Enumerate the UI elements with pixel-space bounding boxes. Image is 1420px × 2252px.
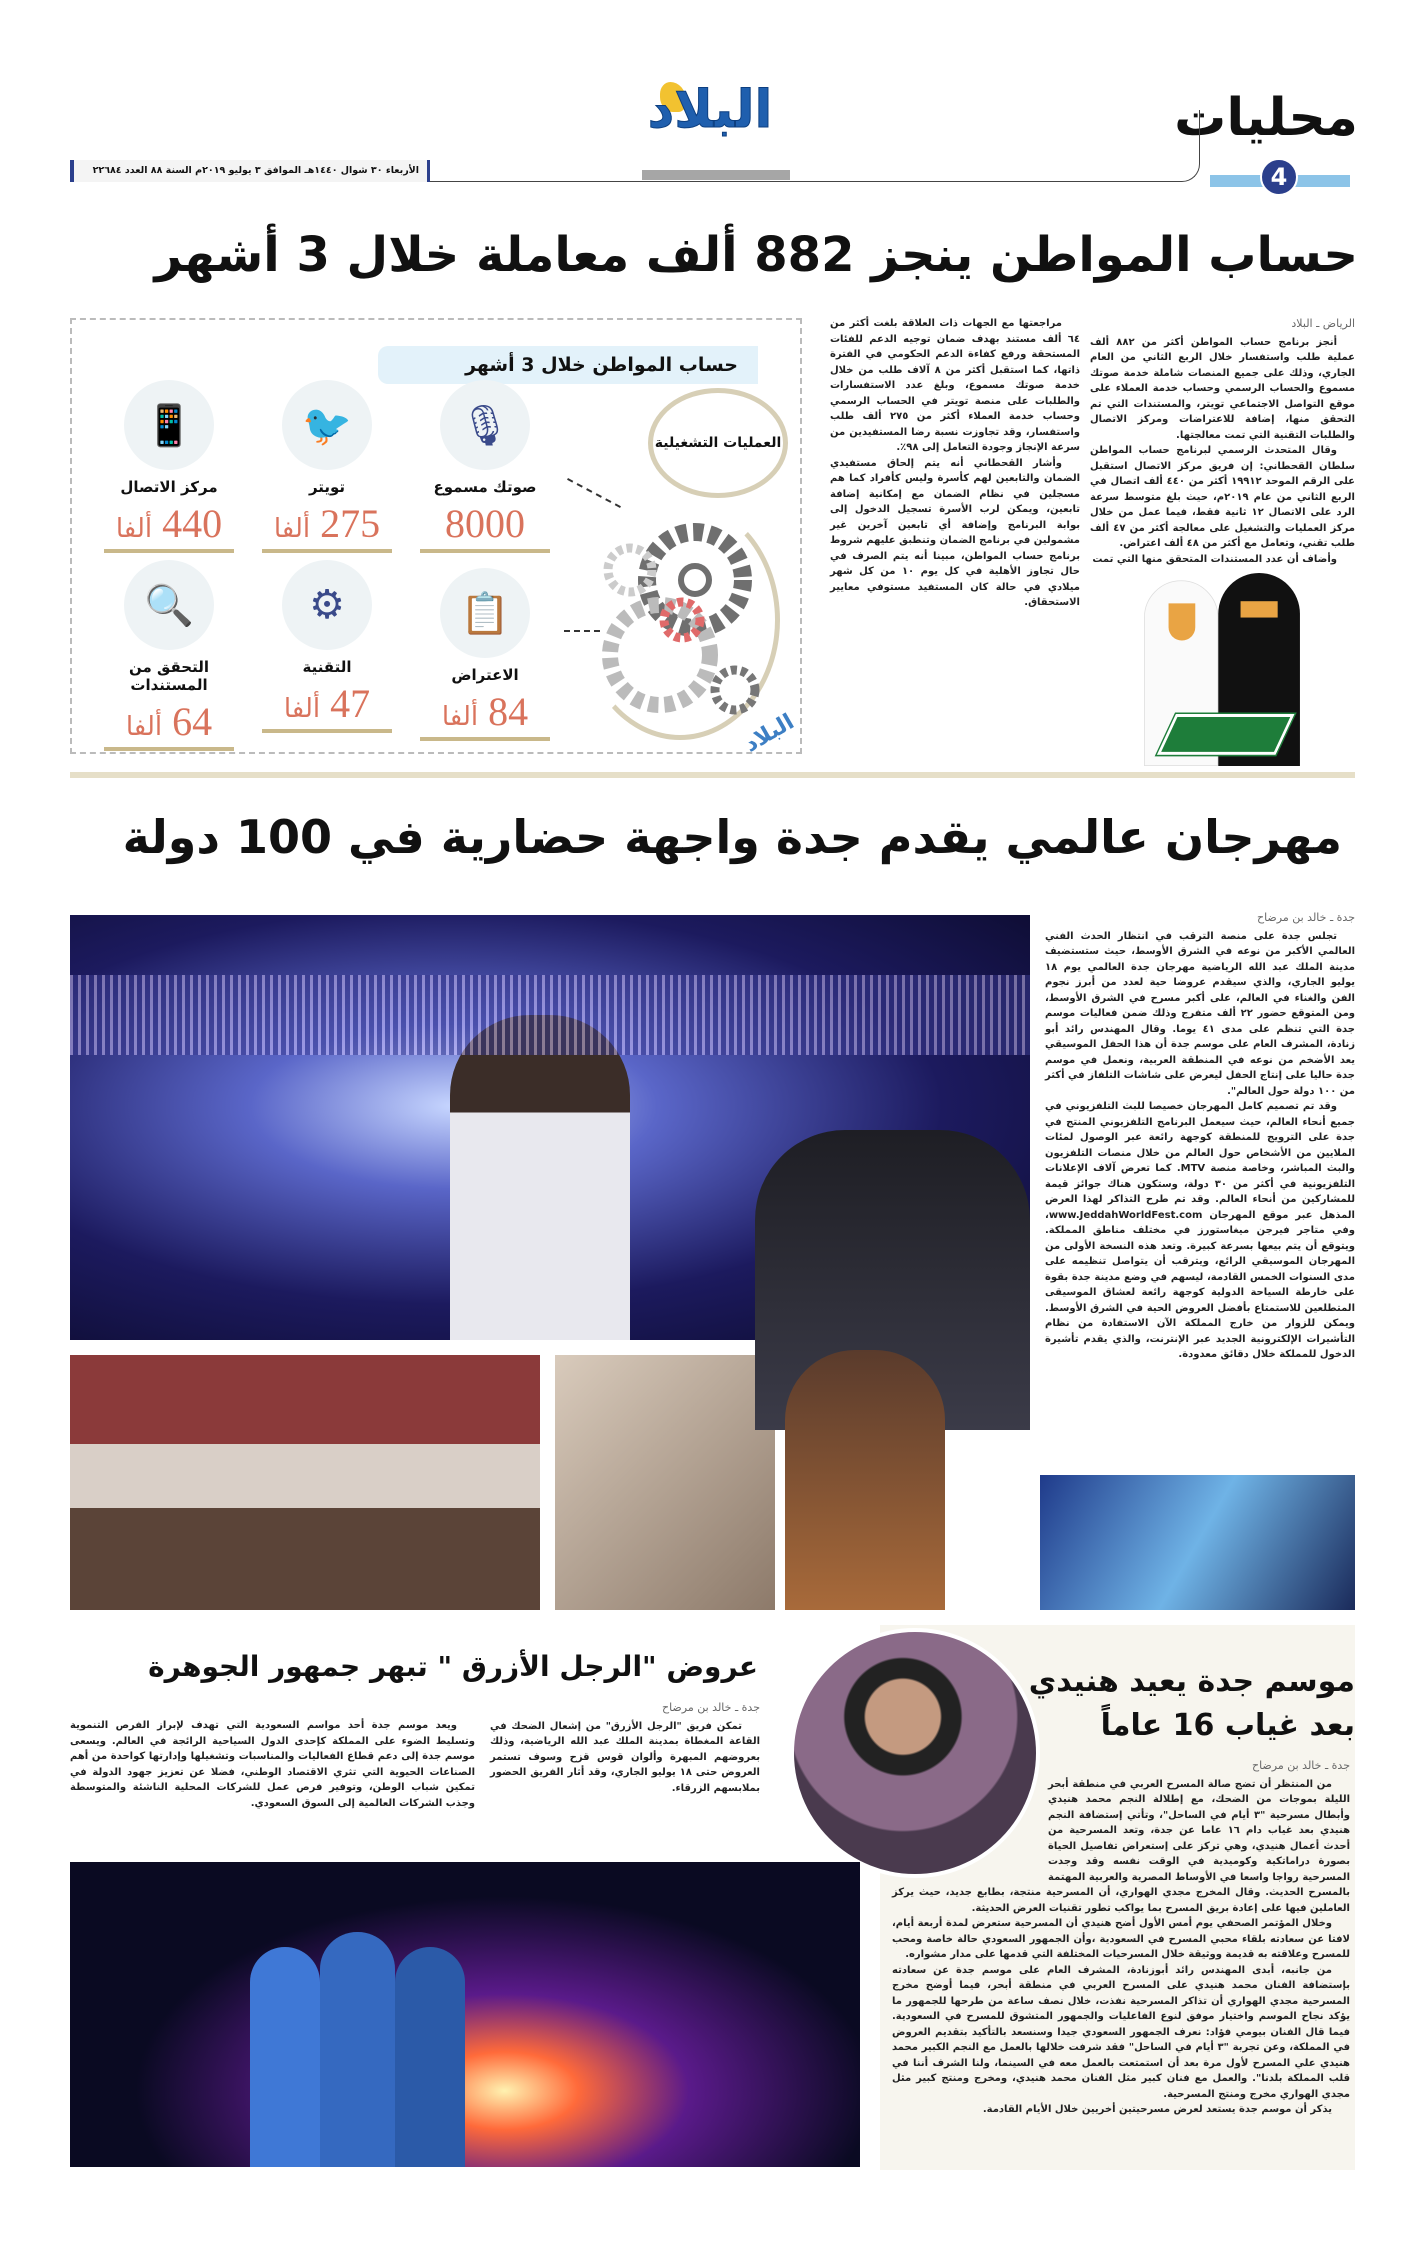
article3-col-left [70, 1718, 475, 1811]
paragraph: من المنتظر أن تضج صالة المسرح العربي في منطقة أبحر الليلة بموجات من الضحك، مع إطلالة النجم محمد هنيدي وأبطال مسرحية "٣ أيام في الساحل"، وتأتي إستضافة النجم هنيدي بعد غياب دام ١٦ عاما عن جدة، وتعد المسرحية من أحدث أعمال هنيدي، وهي تركز على إستعراض تفاصيل الحياة بصورة دراماتكية وكوميدية في الوقت نفسه وقد وجدت المسرحية رواجا واسعا في الأوساط المصرية والعربية المهتمة بالمسرح الحديث. وقال المخرج مجدي الهواري، أن المسرحية منتجة، بطابع جديد، حيث يركز العاملين فيها على إعادة بريق المسرح بما يواكب تطور تقنيات العرض الحديثة. [892, 1778, 1351, 1914]
stat-label: تويتر [308, 478, 346, 496]
stat-label: مركز الاتصال [120, 478, 218, 496]
stat-value: 47 ألفا [262, 680, 392, 733]
infographic [70, 318, 802, 758]
infographic-logo: البلاد [740, 709, 799, 758]
gears-illustration-icon [600, 520, 760, 720]
headline-line: موسم جدة يعيد هنيدي [1028, 1664, 1355, 1699]
infographic-title-text: حساب المواطن خلال 3 أشهر [465, 354, 738, 376]
article3-col-right [490, 1700, 760, 1796]
section-title: محليات [1174, 88, 1358, 148]
stat-value: 275 ألفا [262, 500, 392, 553]
pointer-line-bottom [564, 630, 600, 632]
pointer-line-top [567, 478, 621, 508]
stat-technical [252, 560, 402, 733]
section-divider [70, 772, 1355, 778]
document-icon: 📋 [440, 568, 530, 658]
stat-documents [94, 560, 244, 751]
gears-icon: ⚙ [282, 560, 372, 650]
article2-headline: مهرجان عالمي يقدم جدة واجهة حضارية في 100 دولة [122, 810, 1342, 864]
stage-speakers-photo [1040, 1475, 1355, 1610]
stat-call-center [94, 380, 244, 553]
artists-collage-photo [555, 1130, 1030, 1610]
paragraph: وقال المتحدث الرسمي لبرنامج حساب المواطن سلطان القحطاني: إن فريق مركز الاتصال استقبل على الرقم الموحد ١٩٩١٢ أكثر من ٤٤٠ ألف اتصال في الربع الثاني من عام ٢٠١٩م، حيث بلغ متوسط سرعة الرد على الاتصال ١٢ ثانية فقط، فيما عمل من خلال مركز العمليات والتشغيل على معالجة أكثر من ٤٧ ألف طلب تقني، وتعامل مع أكثر من ٤٨ ألف اعتراض. [1090, 445, 1356, 549]
operations-label: العمليات التشغيلية [654, 435, 782, 451]
phone-icon: 📱 [124, 380, 214, 470]
operations-circle [648, 388, 788, 498]
article3-headline: عروض "الرجل الأزرق " تبهر جمهور الجوهرة [148, 1650, 758, 1683]
paragraph: مراجعتها مع الجهات ذات العلاقة بلغت أكثر من ٦٤ ألف مستند بهدف ضمان توجيه الدعم للفئات المستحقة ورفع كفاءة الدعم الحكومي في الفترة ذاتها، كما استقبل أكثر من ٨ آلاف طلب من خلال خدمة صوتك مسموع، وبلغ عدد الاستفسارات والطلبات على منصة تويتر في الحساب الرسمي وحساب خدمة العملاء أكثر من ٢٧٥ ألف طلب واستفسار، وقد تجاوزت نسبة رضا المستفيدين من سرعة الإنجاز وجودة التعامل إلى ٩٨٪. [830, 318, 1081, 453]
stat-twitter [252, 380, 402, 553]
paragraph: يذكر أن موسم جدة يستعد لعرض مسرحيتين أخريين خلال الأيام القادمة. [982, 2104, 1332, 2115]
stat-label: التحقق من المستندات [128, 658, 210, 694]
stat-label: صوتك مسموع [433, 478, 537, 496]
citizens-illustration [1144, 573, 1300, 766]
paragraph: وخلال المؤتمر الصحفي يوم أمس الأول أضح هنيدي أن المسرحية ستعرض لمدة أربعة أيام، لافتا عن سعادته بلقاء محبي المسرح في السعودية ،وأن الجمهور السعودي حالة خاصة ومحب للمسرح وعلاقته به قديمة ووثيقة خلال المسرحيات المختلفة التي قدمها على مدار مشواره. [892, 1918, 1350, 1960]
paragraph: وأشار القحطاني أنه يتم إلحاق مستفيدي الضمان والتابعين لهم كأسرة وليس كأفراد كما هم مسجلين في نظام الضمان مع إمكانية إضافة تابعين، ويمكن لرب الأسرة تسجيل الدخول إلى بوابة البرنامج وإضافة أي تابعين آخرين غير مشمولين في برنامج الضمان وتنطبق عليهم شروط برنامج حساب المواطن، مبينا أنه يتم الصرف في حال تجاوز الأهلية في كل يوم ١٠ من كل شهر ميلادي في حالة كان المستفيد مستوفي معايير الاستحقاق. [830, 457, 1080, 608]
stat-value: 440 ألفا [104, 500, 234, 553]
paragraph: وقد تم تصميم كامل المهرجان خصيصا للبث التلفزيوني في جميع أنحاء العالم، حيث سيعمل البرنامج التلفزيوني المنتج في جدة على الترويج للمنطقة كوجهة رائعة عبر الوصول لمئات الملايين من الأشخاص حول العالم من خلال منصات التلفزيون والبث المباشر، وخاصة منصة MTV. كما تعرض آلاف الإعلانات التلفزيونية في أكثر من ٣٠ دولة، وستكون هناك جوائز قيمة للمشاركين من أنحاء العالم. وقد تم طرح التذاكر لهذا العرض المذهل عبر موقع المهرجان www.JeddahWorldFest.com، وفي متاجر فيرجن ميغاستورز في مختلف مناطق المملكة. ويتوقع أن يتم بيعها بسرعة كبيرة. وتعد هذه النسخة الأولى من المهرجان الموسيقي الرائع، ويترقب أن يتواصل تنظيمه على مدى السنوات الخمس القادمة، ليسهم في وضع مدينة جدة بقوة على خارطة السياحة الدولية كوجهة رائعة لعشاق الموسيقى المتطلعين للاستمتاع بأفضل العروض الحية في الشرق الأوسط. ويمكن للزوار من خارج المملكة الآن الاستفادة من نظام التأشيرات الإلكترونية الجديد عبر الإنترنت، والذي يقدم تأشيرة الدخول للمملكة خلال دقائق معدودة. [1045, 1101, 1356, 1360]
article1-col-left [830, 316, 1080, 611]
paragraph: تجلس جدة على منصة الترقب في انتظار الحدث الفني العالمي الأكبر من نوعه في الشرق الأوسط، حيث ستستضيف مدينة الملك عبد الله الرياضية مهرجان جدة العالمي يوم ١٨ يوليو الجاري، والذي سيقدم عروضا حية لعدد من أبرز نجوم الفن والغناء في العالم، على أكبر مسرح في الشرق الأوسط، ومن المتوقع حضور ٢٢ ألف متفرج وذلك ضمن فعاليات موسم جدة التي تنظم على مدى ٤١ يوما. وقال المهندس رائد أبو زنادة، المشرف العام على موسم جدة أن هذا الحفل الموسيقي يعد الأضخم من نوعه في المنطقة العربية، ونعمل في موسم جدة حاليا على إنتاج الحفل ليعرض على شاشات التلفاز في أكثر من ١٠٠ دولة حول العالم". [1045, 930, 1356, 1097]
byline: جدة ـ خالد بن مرضاح [1251, 1759, 1350, 1772]
article1-col-right [1090, 316, 1355, 567]
crowd-band [70, 975, 1030, 1055]
money-stack-icon [1157, 714, 1295, 755]
byline: جدة ـ خالد بن مرضاح [661, 1701, 760, 1714]
paragraph: أنجز برنامج حساب المواطن أكثر من ٨٨٢ ألف عملية طلب واستفسار خلال الربع الثاني من العام الجاري، وذلك على جميع المنصات شاملة خدمة صوتك مسموع والحساب الرسمي وحساب خدمة العملاء على موقع التواصل الاجتماعي تويتر، والمستندات التي تم التحقق منها، إضافة للاعتراضات ومركز الاتصال والطلبات التقنية التي تمت معالجتها. [1090, 336, 1355, 441]
article4-headline [1029, 1660, 1355, 1748]
article4-text [892, 1758, 1350, 2118]
paragraph: من جانبه، أبدى المهندس رائد أبوزنادة، المشرف العام على موسم جدة عن سعادته بإستضافة الفنان محمد هنيدي على المسرح العربي في منطقة أبحر، فيما أوضح مخرج المسرحية مجدي الهواري أن تذاكر المسرحية نفذت، خلال نصف ساعة من طرحها للجمهور ما يؤكد نجاح الموسم واختيار موفق لنوع الفاعليات والجمهور المتشوق للمسرح في السعودية. فيما قال الفنان بيومي فؤاد: نعرف الجمهور السعودي جيدا وسنسعد بالتأكيد بتقديم العروض في المملكة، وعن تجربة "٣ أيام في الساحل" فقد شرفت خلالها بالعمل مع النجم الكبير محمد هنيدي علي المسرح لأول مرة بعد أن استمتعت بالعمل معه في السينما، ولنا الشرف أننا في قلب المملكة بلدنا". والعمل مع فنان كبير مثل الفنان محمد هنيدي، ومخرج ومنتج كبير مثل مجدي الهواري مخرج ومنتج المسرحية. [892, 1964, 1350, 2100]
photo-wrap-spacer [892, 1758, 1048, 1884]
stat-voice [410, 380, 560, 553]
blue-man-photo [70, 1862, 860, 2167]
microphone-icon: 🎙 [440, 380, 530, 470]
masthead [0, 0, 1420, 200]
logo [630, 80, 790, 140]
paragraph: تمكن فريق "الرجل الأزرق" من إشعال الضحك في القاعة المغطاة بمدينة الملك عبد الله الرياضية، وذلك بعروضهم المبهرة وألوان قوس قزح وسوف تستمر العروض حتى ١٨ يوليو الجاري، وقد أثار الفريق الحضور بملابسهم الزرقاء. [490, 1720, 760, 1794]
stat-objection [410, 568, 560, 741]
byline: الرياض ـ البلاد [1291, 317, 1355, 330]
stat-label: الاعتراض [451, 666, 519, 684]
twitter-icon: 🐦 [282, 380, 372, 470]
paragraph: وأضاف أن عدد المستندات المتحقق منها التي تمت [1092, 553, 1337, 565]
logo-text: البلاد [647, 80, 773, 140]
logo-bar [642, 170, 790, 180]
byline: جدة ـ خالد بن مرضاح [1256, 911, 1355, 924]
dateline [70, 160, 430, 182]
dateline-text: الأربعاء ٣٠ شوال ١٤٤٠هـ الموافق ٣ يوليو ٢٠١٩م السنة ٨٨ العدد ٢٢٦٨٤ [92, 165, 419, 176]
stat-value: 64 ألفا [104, 698, 234, 751]
stat-label: التقنية [302, 658, 352, 676]
article2-text [1045, 910, 1355, 1363]
article1-headline: حساب المواطن ينجز 882 ألف معاملة خلال 3 أشهر [154, 227, 1358, 283]
headline-line: بعد غياب 16 عاماً [1100, 1708, 1355, 1743]
press-conference-photo [70, 1355, 540, 1610]
page-number-badge: 4 [1260, 158, 1298, 196]
magnifier-icon: 🔍 [124, 560, 214, 650]
paragraph: ويعد موسم جدة أحد مواسم السعودية التي تهدف لإبراز الفرص التنموية وتسليط الضوء على المملكة كإحدى الدول السياحية الرائجة في العالم. ويسعى موسم جدة إلى دعم قطاع الفعاليات والمناسبات وتشغيلها وإدارتها كواحدة من أهم الصناعات الحيوية التي تثري الاقتصاد الوطني، فضلا عن تعزيز جهود الدولة في تمكين شباب الوطن، وتوفير فرص عمل للشركات المحلية الناشئة والمتوسطة وجذب الشركات العالمية إلى السوق السعودي. [70, 1720, 475, 1809]
stat-value: 84 ألفا [420, 688, 550, 741]
stat-value: 8000 [420, 500, 550, 553]
infographic-title [378, 346, 758, 384]
